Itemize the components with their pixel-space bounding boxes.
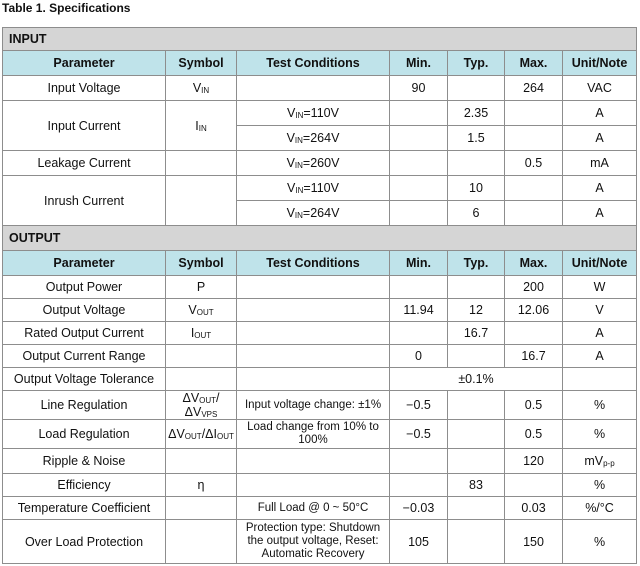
header-min: Min. (390, 251, 448, 276)
symbol-cell (166, 368, 237, 391)
header-row (3, 251, 637, 276)
param-cell: Line Regulation (3, 391, 166, 420)
symbol-cell (166, 497, 237, 520)
unit-cell: mA (563, 151, 637, 176)
table-row (3, 368, 637, 391)
symbol-cell: $\Delta V_{OUT}/\Delta I_{OUT}$ (166, 420, 237, 449)
unit-cell: V (563, 299, 637, 322)
max-cell: 200 (505, 276, 563, 299)
min-cell (390, 322, 448, 345)
min-cell (390, 276, 448, 299)
max-cell: 0.5 (505, 151, 563, 176)
conditions-cell (237, 322, 390, 345)
conditions-cell (237, 474, 390, 497)
param-cell: Ripple & Noise (3, 449, 166, 474)
unit-cell: A (563, 201, 637, 226)
unit-cell: % (563, 420, 637, 449)
header-typ: Typ. (448, 251, 505, 276)
symbol-cell (166, 520, 237, 564)
conditions-cell: $V_{IN}=264V$ (237, 201, 390, 226)
conditions-cell: Full Load @ 0 ~ 50°C (237, 497, 390, 520)
unit-cell: VAC (563, 76, 637, 101)
unit-cell: A (563, 101, 637, 126)
unit-cell: $mV_{p-p}$ (563, 449, 637, 474)
header-conditions: Test Conditions (237, 51, 390, 76)
header-max: Max. (505, 51, 563, 76)
header-symbol: Symbol (166, 51, 237, 76)
symbol-cell: $V_{OUT}$ (166, 299, 237, 322)
param-cell: Output Voltage Tolerance (3, 368, 166, 391)
symbol-cell: $I_{OUT}$ (166, 322, 237, 345)
specifications-table (2, 27, 637, 564)
header-typ: Typ. (448, 51, 505, 76)
typ-cell (448, 345, 505, 368)
symbol-cell: $I_{IN}$ (166, 101, 237, 151)
unit-cell: W (563, 276, 637, 299)
section-title: OUTPUT (3, 226, 637, 251)
min-cell: −0.5 (390, 391, 448, 420)
symbol-cell: P (166, 276, 237, 299)
conditions-cell (237, 276, 390, 299)
typ-cell: 2.35 (448, 101, 505, 126)
symbol-cell: $\Delta V_{OUT}/\Delta V_{VPS}$ (166, 391, 237, 420)
conditions-cell (237, 449, 390, 474)
conditions-cell: $V_{IN}=110V$ (237, 101, 390, 126)
max-cell (505, 474, 563, 497)
header-parameter: Parameter (3, 251, 166, 276)
tolerance-value-cell: ±0.1% (390, 368, 563, 391)
table-row (3, 497, 637, 520)
symbol-cell (166, 151, 237, 176)
param-cell: Leakage Current (3, 151, 166, 176)
symbol-cell (166, 449, 237, 474)
table-row (3, 474, 637, 497)
table-row (3, 76, 637, 101)
output-section-header (3, 226, 637, 251)
min-cell: 0 (390, 345, 448, 368)
typ-cell (448, 391, 505, 420)
max-cell: 16.7 (505, 345, 563, 368)
typ-cell: 16.7 (448, 322, 505, 345)
conditions-cell (237, 345, 390, 368)
table-row (3, 101, 637, 126)
param-cell: Output Power (3, 276, 166, 299)
param-cell: Over Load Protection (3, 520, 166, 564)
max-cell: 150 (505, 520, 563, 564)
symbol-cell: η (166, 474, 237, 497)
max-cell: 120 (505, 449, 563, 474)
max-cell (505, 126, 563, 151)
symbol-cell: $V_{IN}$ (166, 76, 237, 101)
header-max: Max. (505, 251, 563, 276)
typ-cell (448, 76, 505, 101)
table-row (3, 420, 637, 449)
typ-cell (448, 276, 505, 299)
table-row (3, 299, 637, 322)
header-symbol: Symbol (166, 251, 237, 276)
typ-cell: 12 (448, 299, 505, 322)
typ-cell (448, 497, 505, 520)
param-cell: Efficiency (3, 474, 166, 497)
table-row (3, 391, 637, 420)
min-cell: −0.5 (390, 420, 448, 449)
unit-cell: % (563, 520, 637, 564)
header-parameter: Parameter (3, 51, 166, 76)
section-title: INPUT (3, 28, 637, 51)
min-cell (390, 101, 448, 126)
conditions-cell: Load change from 10% to 100% (237, 420, 390, 449)
param-cell: Output Current Range (3, 345, 166, 368)
header-row (3, 51, 637, 76)
typ-cell (448, 420, 505, 449)
max-cell (505, 176, 563, 201)
param-cell: Temperature Coefficient (3, 497, 166, 520)
table-row (3, 520, 637, 564)
conditions-cell: $V_{IN}=110V$ (237, 176, 390, 201)
table-row (3, 345, 637, 368)
param-cell: Input Current (3, 101, 166, 151)
param-cell: Output Voltage (3, 299, 166, 322)
min-cell (390, 151, 448, 176)
max-cell (505, 322, 563, 345)
unit-cell: A (563, 176, 637, 201)
max-cell: 264 (505, 76, 563, 101)
header-min: Min. (390, 51, 448, 76)
min-cell: −0.03 (390, 497, 448, 520)
unit-cell: A (563, 126, 637, 151)
conditions-cell: Protection type: Shutdown the output voltage, Reset: Automatic Recovery (237, 520, 390, 564)
min-cell (390, 126, 448, 151)
typ-cell (448, 151, 505, 176)
table-row (3, 176, 637, 201)
unit-cell (563, 368, 637, 391)
typ-cell: 1.5 (448, 126, 505, 151)
table-row (3, 322, 637, 345)
unit-cell: A (563, 322, 637, 345)
header-conditions: Test Conditions (237, 251, 390, 276)
max-cell: 0.5 (505, 391, 563, 420)
conditions-cell: Input voltage change: ±1% (237, 391, 390, 420)
min-cell: 105 (390, 520, 448, 564)
min-cell (390, 176, 448, 201)
symbol-cell (166, 176, 237, 226)
table-caption: Table 1. Specifications (2, 1, 131, 15)
param-cell: Load Regulation (3, 420, 166, 449)
table-row (3, 151, 637, 176)
min-cell (390, 449, 448, 474)
unit-cell: A (563, 345, 637, 368)
conditions-cell (237, 299, 390, 322)
conditions-cell: $V_{IN}=264V$ (237, 126, 390, 151)
table-row (3, 449, 637, 474)
max-cell (505, 101, 563, 126)
typ-cell (448, 449, 505, 474)
max-cell (505, 201, 563, 226)
table-row (3, 276, 637, 299)
typ-cell: 10 (448, 176, 505, 201)
conditions-cell (237, 368, 390, 391)
typ-cell: 6 (448, 201, 505, 226)
max-cell: 12.06 (505, 299, 563, 322)
param-cell: Rated Output Current (3, 322, 166, 345)
typ-cell: 83 (448, 474, 505, 497)
min-cell: 11.94 (390, 299, 448, 322)
conditions-cell: $V_{IN}=260V$ (237, 151, 390, 176)
unit-cell: %/°C (563, 497, 637, 520)
unit-cell: % (563, 474, 637, 497)
param-cell: Input Voltage (3, 76, 166, 101)
min-cell (390, 474, 448, 497)
conditions-cell (237, 76, 390, 101)
input-section-header (3, 28, 637, 51)
max-cell: 0.5 (505, 420, 563, 449)
min-cell (390, 201, 448, 226)
param-cell: Inrush Current (3, 176, 166, 226)
header-unit: Unit/Note (563, 251, 637, 276)
max-cell: 0.03 (505, 497, 563, 520)
unit-cell: % (563, 391, 637, 420)
min-cell: 90 (390, 76, 448, 101)
typ-cell (448, 520, 505, 564)
header-unit: Unit/Note (563, 51, 637, 76)
symbol-cell (166, 345, 237, 368)
